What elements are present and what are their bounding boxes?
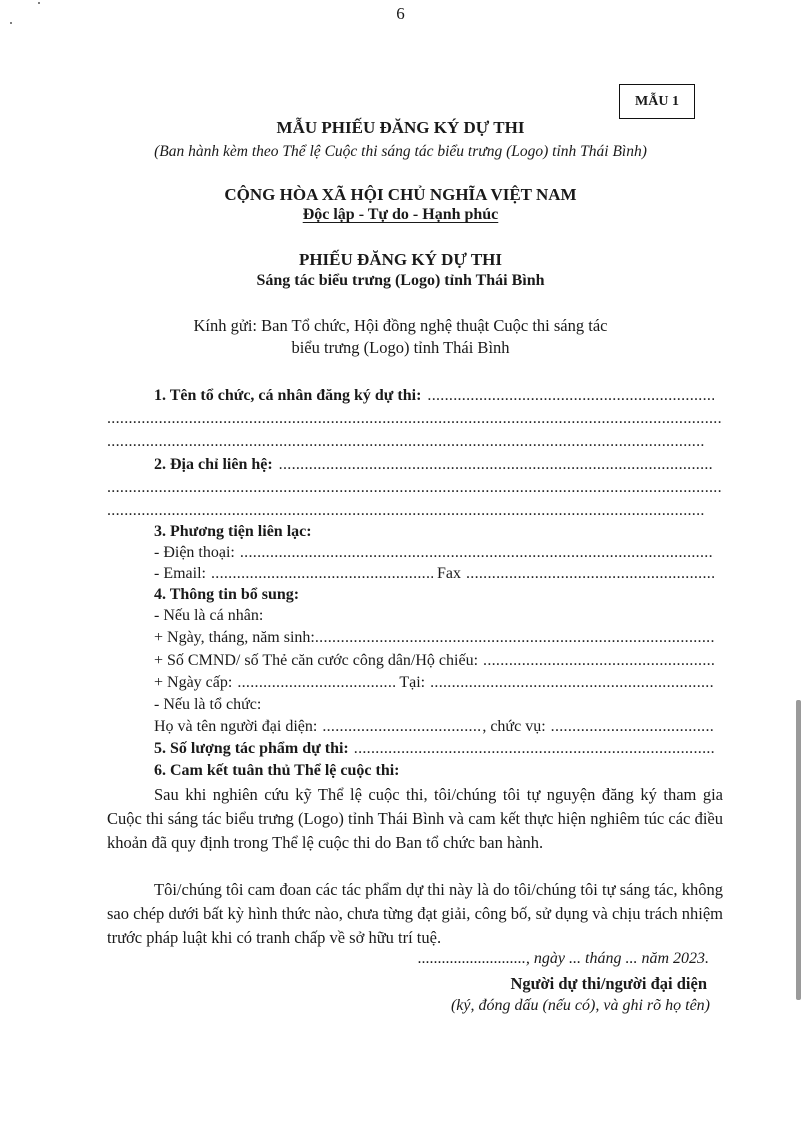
section-5-label: 5. Số lượng tác phẩm dự thi: xyxy=(154,740,349,757)
fill-line[interactable] xyxy=(427,385,714,407)
dob-label: + Ngày, tháng, năm sinh: xyxy=(154,629,315,646)
fill-line[interactable] xyxy=(107,500,705,522)
motto xyxy=(0,206,801,224)
fill-line[interactable] xyxy=(466,563,714,585)
form-subtitle: Sáng tác biểu trưng (Logo) tỉnh Thái Bình xyxy=(256,272,545,289)
fill-line[interactable] xyxy=(483,650,714,672)
nation-heading: CỘNG HÒA XÃ HỘI CHỦ NGHĨA VIỆT NAM xyxy=(224,185,577,204)
organization-heading xyxy=(154,694,714,716)
scrollbar-thumb[interactable] xyxy=(796,700,801,1000)
field-address-cont[interactable] xyxy=(107,500,705,522)
fill-line[interactable] xyxy=(107,477,723,499)
motto-text: Độc lập - Tự do - Hạnh phúc xyxy=(302,206,499,223)
fax-label: Fax xyxy=(436,565,461,582)
section-4-heading xyxy=(154,584,714,606)
field-email-fax[interactable] xyxy=(154,563,714,585)
fill-line[interactable] xyxy=(240,542,714,564)
form-title: PHIẾU ĐĂNG KÝ DỰ THI xyxy=(298,250,503,269)
section-3-label: 3. Phương tiện liên lạc: xyxy=(154,523,312,540)
field-address-cont[interactable] xyxy=(107,477,723,499)
fill-line[interactable] xyxy=(322,716,482,738)
phone-label: - Điện thoại: xyxy=(154,544,235,561)
field-address[interactable] xyxy=(154,454,714,476)
section-1-label: 1. Tên tổ chức, cá nhân đăng ký dự thi: xyxy=(154,387,422,404)
fill-line[interactable] xyxy=(237,672,395,694)
signature-note: (ký, đóng dấu (nếu có), và ghi rõ họ tên) xyxy=(450,997,710,1014)
signature-date-line: ..........................., ngày ... tháng ... năm 2023. xyxy=(417,950,709,967)
individual-label: - Nếu là cá nhân: xyxy=(154,607,264,624)
field-representative[interactable] xyxy=(154,716,714,738)
addressee-line-1: Kính gửi: Ban Tổ chức, Hội đồng nghệ thuật Cuộc thi sáng tác xyxy=(193,316,608,335)
fill-line[interactable] xyxy=(551,716,714,738)
field-dob[interactable] xyxy=(154,627,714,649)
fill-line[interactable] xyxy=(354,738,714,760)
section-6-label: 6. Cam kết tuân thủ Thể lệ cuộc thi: xyxy=(154,762,400,779)
commitment-paragraph-2: Tôi/chúng tôi cam đoan các tác phẩm dự thi này là do tôi/chúng tôi tự sáng tác, không sao chép dưới bất kỳ hình thức nào, chưa từng đạt giải, công bố, sử dụng và chịu trách nhiệm trước pháp luật khi có tranh chấp về sở hữu trí tuệ. xyxy=(107,880,723,947)
field-organization-name-cont[interactable] xyxy=(107,431,705,453)
signature-title: Người dự thi/người đại diện xyxy=(510,974,707,993)
fill-line[interactable] xyxy=(107,408,723,430)
document-subtitle: (Ban hành kèm theo Thể lệ Cuộc thi sáng tác biểu trưng (Logo) tỉnh Thái Bình) xyxy=(154,143,647,160)
field-organization-name-cont[interactable] xyxy=(107,408,723,430)
issue-date-label: + Ngày cấp: xyxy=(154,674,233,691)
field-work-count[interactable] xyxy=(154,738,714,760)
addressee-line-2: biểu trưng (Logo) tỉnh Thái Bình xyxy=(291,338,510,357)
field-organization-name[interactable] xyxy=(154,385,714,407)
section-6-heading xyxy=(154,760,714,782)
section-3-heading xyxy=(154,521,714,543)
fill-line[interactable] xyxy=(211,563,433,585)
id-label: + Số CMND/ số Thẻ căn cước công dân/Hộ chiếu: xyxy=(154,652,479,669)
document-title: MẪU PHIẾU ĐĂNG KÝ DỰ THI xyxy=(276,118,525,137)
fill-line[interactable] xyxy=(315,627,714,649)
fill-line[interactable] xyxy=(430,672,714,694)
form-code-box xyxy=(619,84,695,119)
form-code: MẪU 1 xyxy=(635,93,679,109)
section-4-label: 4. Thông tin bổ sung: xyxy=(154,586,300,603)
issue-place-label: Tại: xyxy=(399,674,426,691)
field-issue[interactable] xyxy=(154,672,714,694)
scan-speck xyxy=(10,22,12,24)
position-label: , chức vụ: xyxy=(482,718,546,735)
commitment-paragraph-1: Sau khi nghiên cứu kỹ Thể lệ cuộc thi, tôi/chúng tôi tự nguyện đăng ký tham gia Cuộc thi sáng tác biểu trưng (Logo) tỉnh Thái Bình và cam kết thực hiện nghiêm túc các điều khoản đã quy định trong Thể lệ cuộc thi do Ban tổ chức ban hành. xyxy=(107,785,723,852)
scan-speck xyxy=(38,2,40,4)
email-label: - Email: xyxy=(154,565,206,582)
field-phone[interactable] xyxy=(154,542,714,564)
page-number: 6 xyxy=(396,4,405,23)
individual-heading xyxy=(154,605,714,627)
fill-line[interactable] xyxy=(279,454,714,476)
organization-label: - Nếu là tổ chức: xyxy=(154,696,262,713)
section-2-label: 2. Địa chỉ liên hệ: xyxy=(154,456,273,473)
representative-label: Họ và tên người đại diện: xyxy=(154,718,318,735)
fill-line[interactable] xyxy=(107,431,705,453)
field-id-number[interactable] xyxy=(154,650,714,672)
